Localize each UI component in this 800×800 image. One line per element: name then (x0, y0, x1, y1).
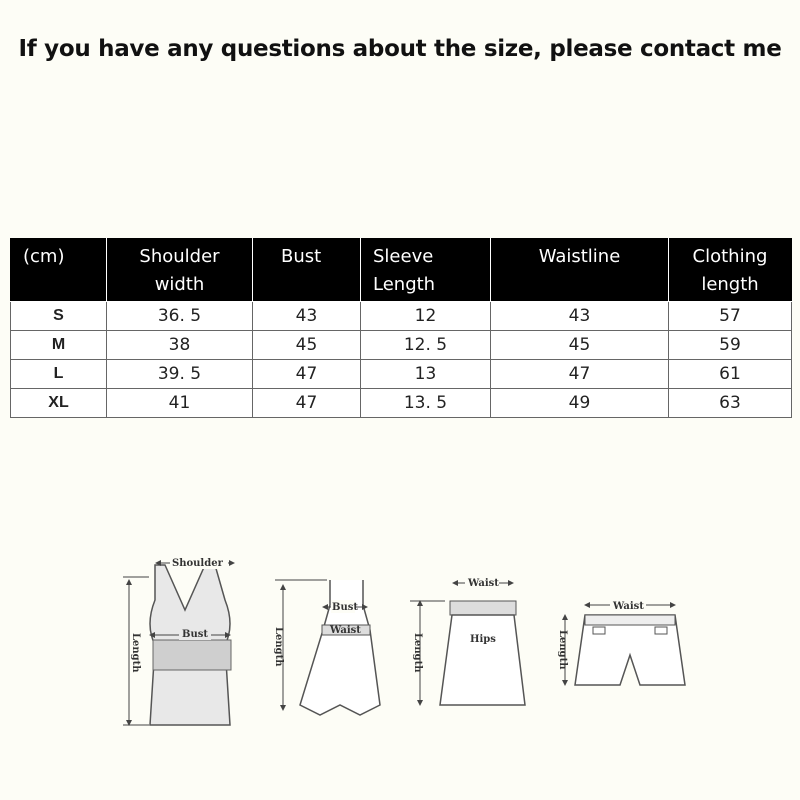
skirt-waist-label: Waist (468, 578, 499, 589)
size-label: L (11, 360, 107, 389)
tank-bust-label: Bust (182, 629, 208, 640)
shorts-length-label: Length (557, 630, 568, 670)
table-row (11, 302, 792, 331)
cell-length: 63 (669, 389, 792, 418)
table-row (11, 360, 792, 389)
cell-sleeve: 13 (361, 360, 491, 389)
dress-length-label: Length (273, 627, 284, 667)
cell-length: 61 (669, 360, 792, 389)
skirt-diagram (410, 576, 525, 705)
header-waistline: Waistline (491, 239, 669, 302)
cell-waist: 47 (491, 360, 669, 389)
headline: If you have any questions about the size, please contact me (18, 36, 782, 62)
header-bust: Bust (253, 239, 361, 302)
cell-shoulder: 39. 5 (107, 360, 253, 389)
cell-bust: 43 (253, 302, 361, 331)
cell-bust: 47 (253, 360, 361, 389)
size-label: S (11, 302, 107, 331)
dress-waist-label: Waist (330, 625, 361, 636)
cell-shoulder: 41 (107, 389, 253, 418)
measurement-diagrams-svg (95, 545, 715, 735)
table-row (11, 331, 792, 360)
shorts-waist-label: Waist (613, 601, 644, 612)
cell-length: 57 (669, 302, 792, 331)
header-clothing-length: Clothing length (669, 239, 792, 302)
cell-sleeve: 12. 5 (361, 331, 491, 360)
tank-top-diagram (123, 556, 234, 725)
size-chart-table (10, 238, 792, 418)
cell-bust: 45 (253, 331, 361, 360)
dress-diagram (273, 580, 380, 715)
table-header-row (11, 239, 792, 302)
dress-bust-label: Bust (332, 602, 358, 613)
header-unit: (cm) (11, 239, 107, 302)
header-shoulder-width: Shoulder width (107, 239, 253, 302)
cell-shoulder: 36. 5 (107, 302, 253, 331)
cell-waist: 43 (491, 302, 669, 331)
cell-waist: 49 (491, 389, 669, 418)
shorts-diagram (557, 598, 685, 685)
cell-sleeve: 12 (361, 302, 491, 331)
skirt-length-label: Length (412, 633, 423, 673)
size-label: M (11, 331, 107, 360)
cell-length: 59 (669, 331, 792, 360)
tank-shoulder-label: Shoulder (172, 558, 223, 569)
header-sleeve-length: Sleeve Length (361, 239, 491, 302)
cell-sleeve: 13. 5 (361, 389, 491, 418)
skirt-hips-label: Hips (470, 634, 496, 645)
cell-waist: 45 (491, 331, 669, 360)
tank-length-label: Length (130, 633, 141, 673)
table-row (11, 389, 792, 418)
cell-shoulder: 38 (107, 331, 253, 360)
measurement-diagrams (95, 545, 715, 735)
cell-bust: 47 (253, 389, 361, 418)
size-label: XL (11, 389, 107, 418)
